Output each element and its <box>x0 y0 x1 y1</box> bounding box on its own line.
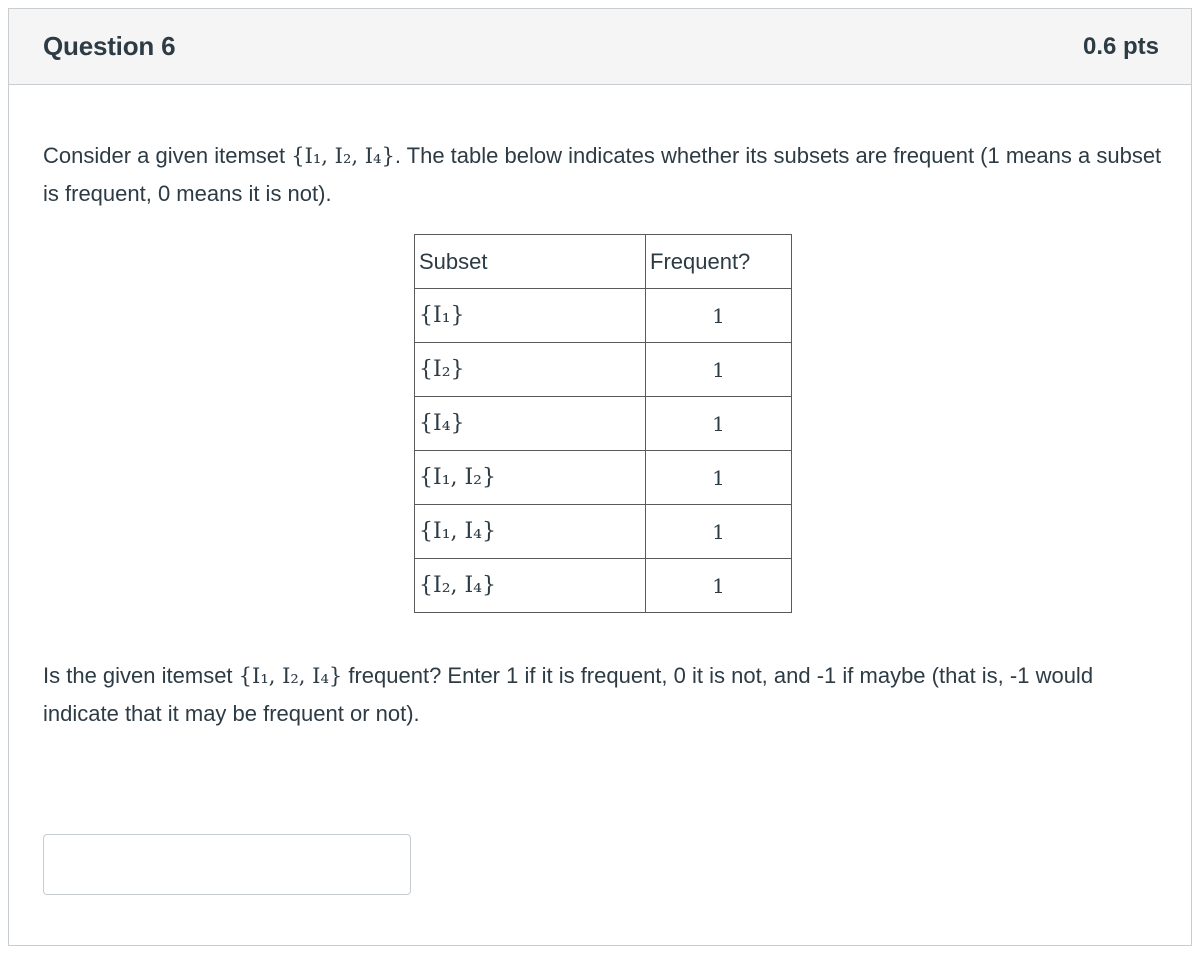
intro-text-post: . The table below indicates whether its subsets are frequent (1 means a subset is frequent, 0 means it is not). <box>43 143 1162 206</box>
frequent-cell: 1 <box>646 343 792 397</box>
prompt-text-pre: Is the given itemset <box>43 663 239 688</box>
table-row <box>415 451 792 505</box>
frequent-cell: 1 <box>646 505 792 559</box>
table-row <box>415 343 792 397</box>
frequent-cell: 1 <box>646 559 792 613</box>
prompt-itemset: {I₁, I₂, I₄} <box>238 664 343 688</box>
frequent-cell: 1 <box>646 451 792 505</box>
question-card <box>8 8 1192 946</box>
table-header-row <box>415 235 792 289</box>
table-row <box>415 505 792 559</box>
subset-cell: {I₁, I₂} <box>415 451 646 505</box>
table-row <box>415 397 792 451</box>
question-prompt-text <box>43 657 1173 733</box>
answer-input[interactable] <box>43 834 411 895</box>
frequent-cell: 1 <box>646 289 792 343</box>
subset-cell: {I₁, I₄} <box>415 505 646 559</box>
subset-cell: {I₂} <box>415 343 646 397</box>
question-points: 0.6 pts <box>1082 32 1159 60</box>
subset-cell: {I₂, I₄} <box>415 559 646 613</box>
intro-itemset: {I₁, I₂, I₄} <box>291 144 395 168</box>
header-frequent: Frequent? <box>646 235 792 289</box>
question-title: Question 6 <box>43 31 176 61</box>
table-row <box>415 559 792 613</box>
header-subset: Subset <box>415 235 646 289</box>
subsets-table <box>414 234 792 613</box>
table-row <box>415 289 792 343</box>
subset-cell: {I₁} <box>415 289 646 343</box>
intro-text-pre: Consider a given itemset <box>43 143 292 168</box>
question-header <box>9 9 1191 85</box>
subset-cell: {I₄} <box>415 397 646 451</box>
frequent-cell: 1 <box>646 397 792 451</box>
prompt-text-post: frequent? Enter 1 if it is frequent, 0 it is not, and -1 if maybe (that is, -1 would indicate that it may be frequent or not). <box>43 663 1094 726</box>
question-intro-text <box>43 137 1163 213</box>
